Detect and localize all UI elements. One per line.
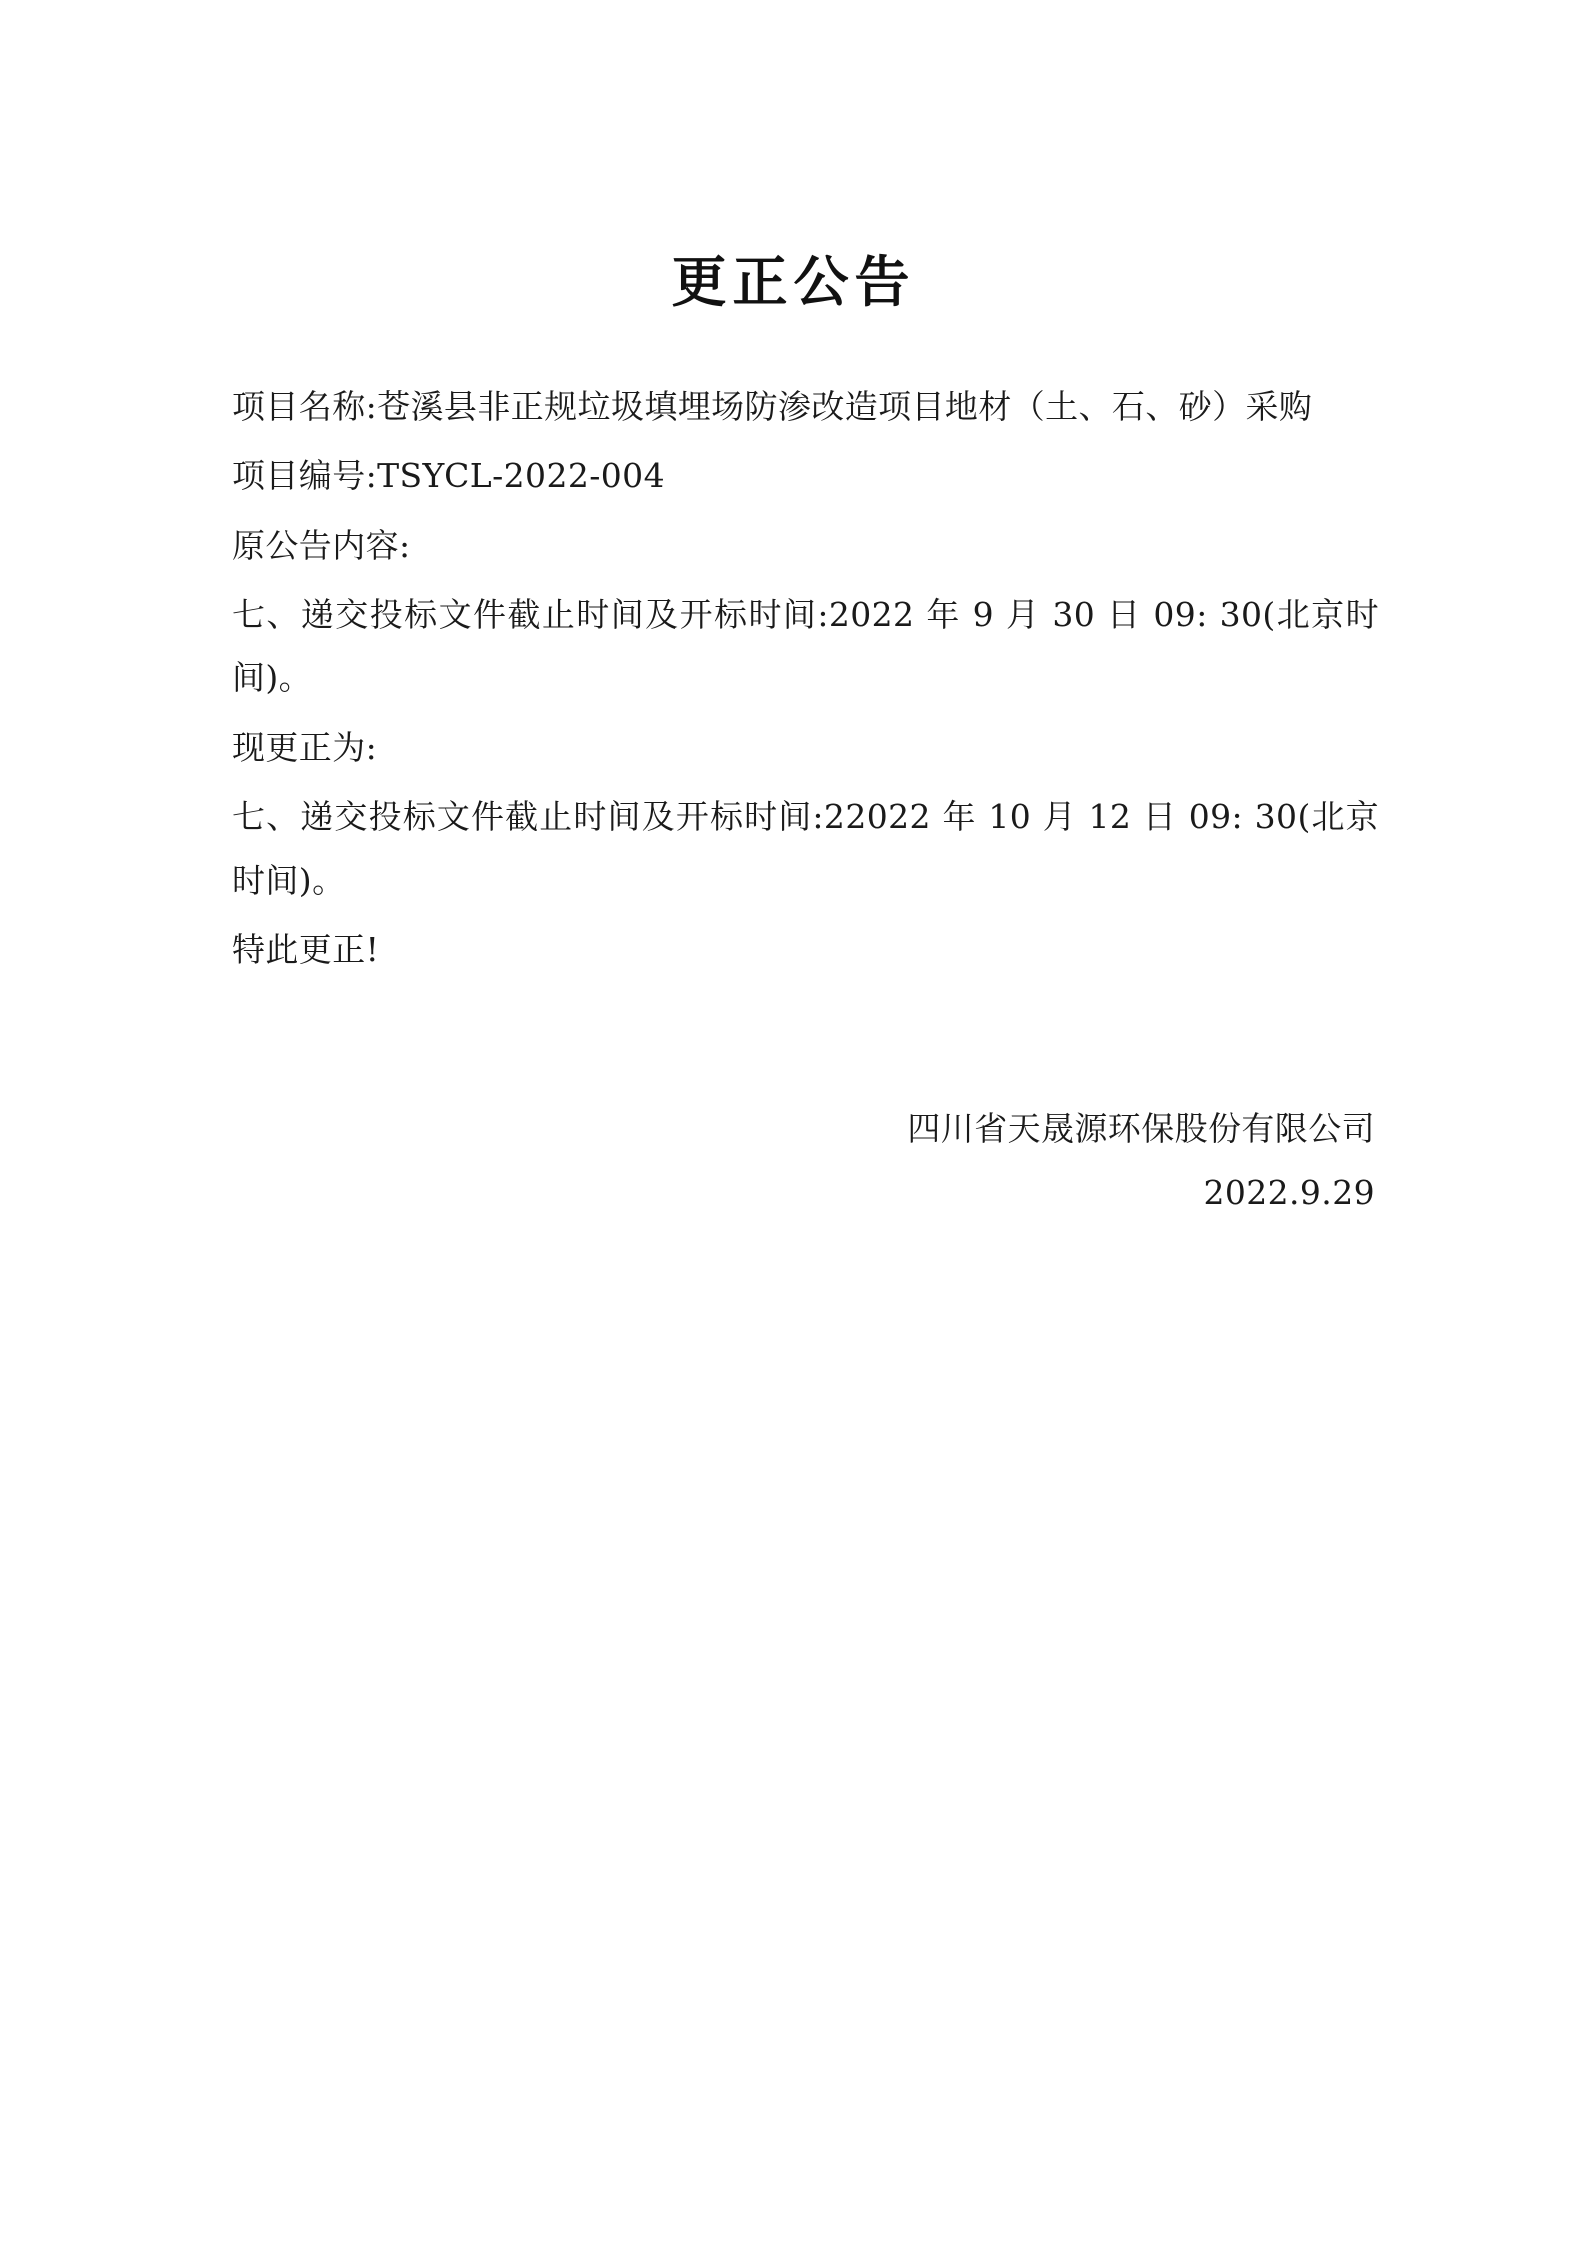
paragraph-correction-heading: 现更正为: [232,727,378,767]
document-body [0,317,1587,981]
page-title: 更正公告 [671,249,916,314]
paragraph-original-content: 七、递交投标文件截止时间及开标时间:2022 年 9 月 30 日 09: 30(北京时间)。 [232,595,1379,698]
signature-date: 2022.9.29 [1203,1172,1375,1212]
signature-organization: 四川省天晟源环保股份有限公司 [907,1109,1375,1149]
paragraph-closing: 特此更正! [232,929,380,969]
signature-spacer [0,987,1587,1097]
signature-block [0,1097,1587,1224]
paragraph-correction-content: 七、递交投标文件截止时间及开标时间:22022 年 10 月 12 日 09: 30(北京时间)。 [232,797,1379,900]
paragraph-original-heading: 原公告内容: [232,525,411,565]
paragraph-project-name: 项目名称:苍溪县非正规垃圾填埋场防渗改造项目地材（土、石、砂）采购 [232,387,1313,426]
paragraph-project-number: 项目编号:TSYCL-2022-004 [232,456,665,496]
